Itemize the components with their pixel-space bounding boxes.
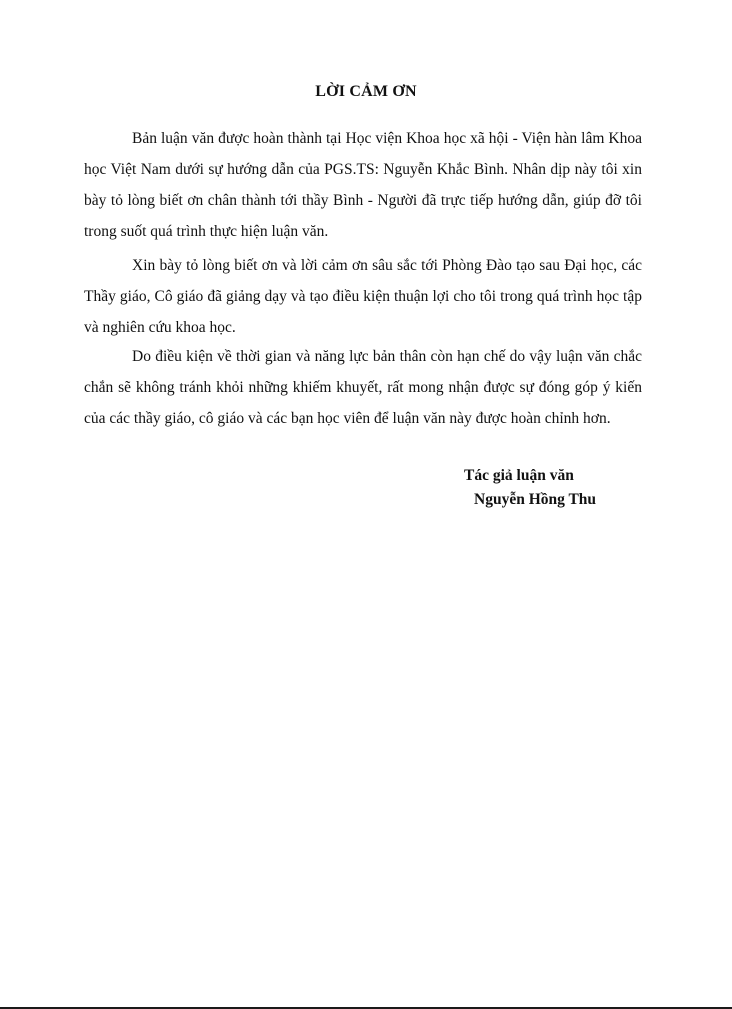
paragraph-1: Bản luận văn được hoàn thành tại Học viện Khoa học xã hội - Viện hàn lâm Khoa học Việt Nam dưới sự hướng dẫn của PGS.TS: Nguyễn Khắc Bình. Nhân dịp này tôi xin bày tỏ lòng biết ơn chân thành tới thầy Bình - Người đã trực tiếp hướng dẫn, giúp đỡ tôi trong suốt quá trình thực hiện luận văn. [84,130,642,240]
paragraph-3: Do điều kiện về thời gian và năng lực bản thân còn hạn chế do vậy luận văn chắc chắn sẽ không tránh khỏi những khiếm khuyết, rất mong nhận được sự đóng góp ý kiến của các thầy giáo, cô giáo và các bạn học viên để luận văn này được hoàn chỉnh hơn. [84,348,642,427]
paragraph-2: Xin bày tỏ lòng biết ơn và lời cảm ơn sâu sắc tới Phòng Đào tạo sau Đại học, các Thầy giáo, Cô giáo đã giảng dạy và tạo điều kiện thuận lợi cho tôi trong quá trình học tập và nghiên cứu khoa học. [84,257,642,336]
signature-name: Nguyễn Hồng Thu [474,491,597,508]
signature-role: Tác giả luận văn [464,467,574,484]
signature-block [464,464,596,512]
page-title: LỜI CẢM ƠN [315,83,417,100]
